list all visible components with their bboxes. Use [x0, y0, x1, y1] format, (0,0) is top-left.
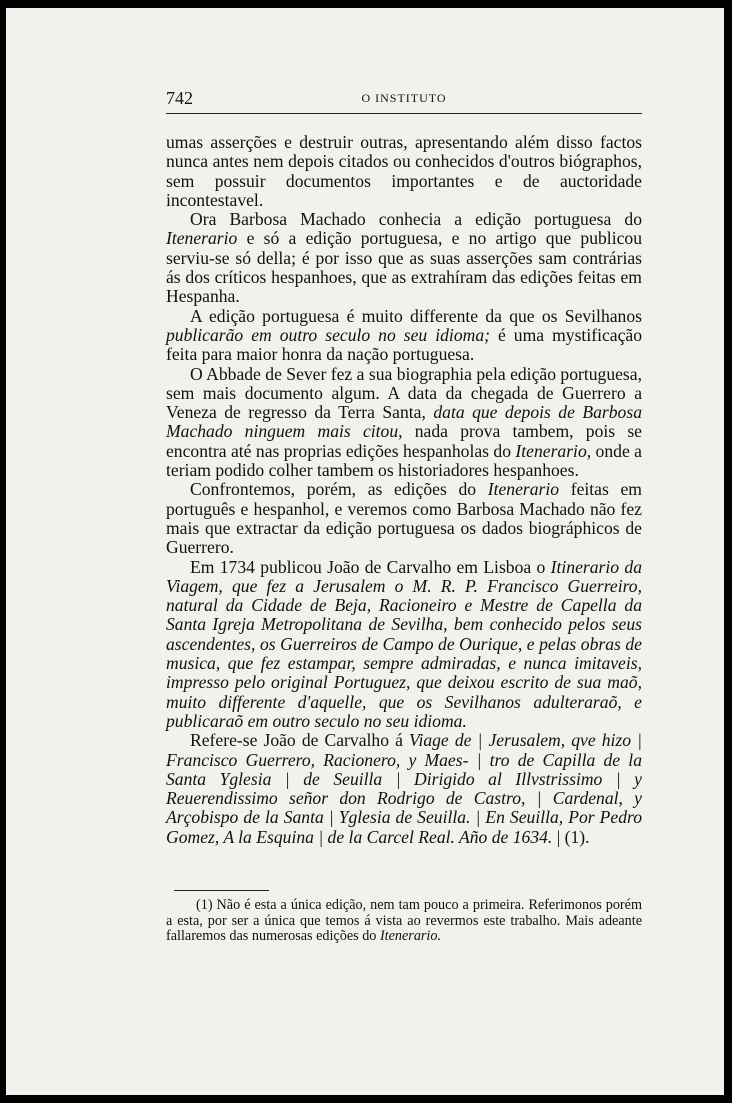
italic-text-run: Itenerario	[166, 228, 238, 249]
text-run: é uma mystificação feita para maior honra da nação portuguesa.	[166, 324, 642, 365]
body-text	[166, 133, 642, 847]
text-run: nada prova tambem, pois se encontra até nas proprias edições hespanholas do	[166, 421, 642, 461]
footnote	[166, 898, 642, 945]
paragraph-6	[166, 558, 642, 732]
text-run: | (1).	[552, 826, 590, 847]
italic-text-run: Itinerario da Viagem, que fez a Jerusalem o M. R. P. Francisco Guerreiro, natural da Cidade de Beja, Racioneiro e Mestre de Capella da Santa Igreja Metropolitana de Sevilha, bem conhecido pelos seus ascendentes, os Guerreiros de Campo de Ourique, e pelas obras de musica, que fez estampar, sempre admiradas, e nunca imitaveis, impresso pelo original Portuguez, que deixou escrito de sua maõ, muito differente d'aquelle, que os Sevilhanos adulteraraõ, e publicaraõ em outro seculo no seu idioma.	[166, 556, 642, 731]
text-run: , onde a teriam podido colher tambem os historiadores hespanhoes.	[166, 440, 642, 481]
italic-text-run: data que depois de Barbosa Machado ninguem mais citou,	[166, 402, 642, 442]
running-title: O INSTITUTO	[361, 91, 447, 105]
page-number: 742	[166, 88, 193, 108]
paragraph-5	[166, 480, 642, 557]
book-page	[6, 8, 724, 1095]
header-rule	[166, 113, 642, 114]
text-run: (1) Não é esta a única edição, nem tam pouco a primeira. Referimonos porém a esta, por ser a única que temos á vista ao revermos este trabalho. Mais adeante fallaremos das numerosas edições do	[166, 897, 642, 944]
page-header	[166, 88, 642, 112]
text-run: Confrontemos, porém, as edições do	[190, 479, 488, 500]
paragraph-2	[166, 210, 642, 306]
paragraph-3	[166, 307, 642, 365]
text-run: umas asserções e destruir outras, apresentando além disso factos nunca antes nem depois citados ou conhecidos d'outros biógraphos, sem possuir documentos importantes e de auctoridade incontestavel.	[166, 132, 642, 210]
paragraph-1	[166, 133, 642, 210]
italic-text-run: Itenerario.	[379, 928, 442, 944]
text-run: Ora Barbosa Machado conhecia a edição portuguesa do	[190, 209, 642, 230]
footnote-rule	[174, 890, 269, 891]
italic-text-run: Viage de | Jerusalem, qve hizo | Francisco Guerrero, Racionero, y Maes- | tro de Capilla de la Santa Yglesia | de Seuilla | Dirigido al Illvstrissimo | y Reuerendissimo señor don Rodrigo de Castro, | Cardenal, y Arçobispo de la Santa | Yglesia de Seuilla. | En Seuilla, Por Pedro Gomez, A la Esquina | de la Carcel Real. Año de 1634.	[166, 730, 642, 847]
text-run: O Abbade de Sever fez a sua biographia pela edição portuguesa, sem mais documento algum. A data da chegada de Guerrero a Veneza de regresso da Terra Santa,	[166, 363, 642, 423]
paragraph-7	[166, 731, 642, 847]
text-run: Em 1734 publicou João de Carvalho em Lisboa o	[190, 556, 551, 577]
italic-text-run: Itenerario	[487, 479, 560, 500]
text-run: e só a edição portuguesa, e no artigo que publicou serviu-se só della; é por isso que as suas asserções sam contrárias ás dos críticos hespanhoes, que as extrahíram das edições feitas em Hespanha.	[166, 228, 642, 307]
italic-text-run: publicarão em outro seculo no seu idioma;	[166, 324, 490, 345]
text-run: A edição portuguesa é muito differente da que os Sevilhanos	[190, 305, 642, 326]
text-run: feitas em português e hespanhol, e veremos como Barbosa Machado não fez mais que extractar da edição portuguesa os dados biográphicos de Guerrero.	[166, 479, 642, 558]
text-run: Refere-se João de Carvalho á	[190, 730, 409, 751]
italic-text-run: Itenerario	[515, 440, 587, 461]
paragraph-4	[166, 365, 642, 481]
